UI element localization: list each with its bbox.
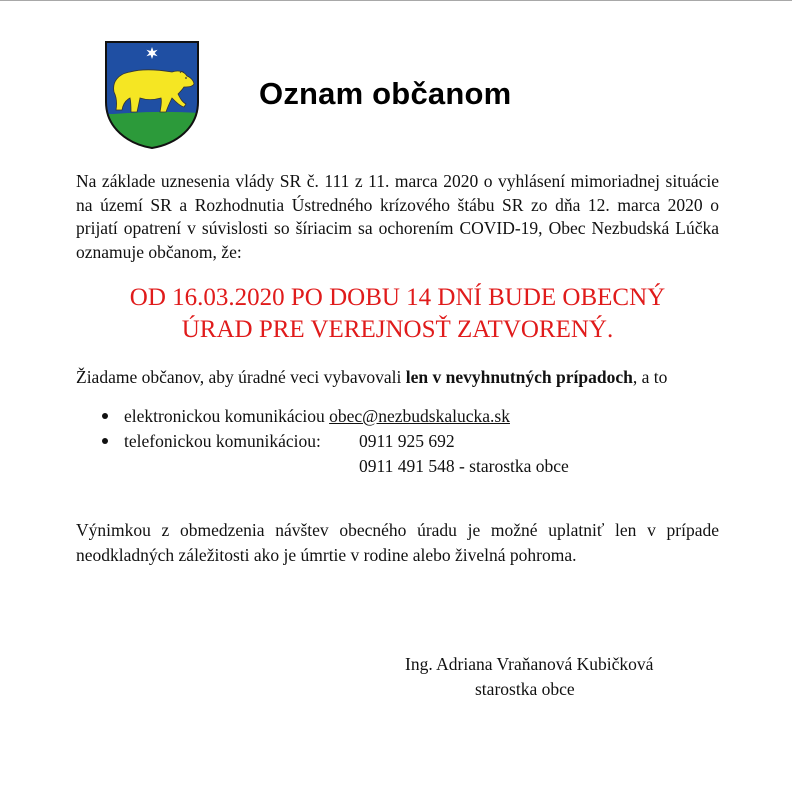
closure-announcement <box>76 282 719 346</box>
request-suffix: , a to <box>632 367 668 387</box>
request-prefix: Žiadame občanov, aby úradné veci vybavovali <box>76 367 406 387</box>
closure-line-1: OD 16.03.2020 PO DOBU 14 DNÍ BUDE OBECNÝ <box>129 284 666 311</box>
signatory-role: starostka obce <box>475 679 575 699</box>
phone-number-mayor: 0911 491 548 - starostka obce <box>359 456 569 476</box>
signature-block <box>405 652 653 702</box>
signatory-name: Ing. Adriana Vraňanová Kubičková <box>405 654 654 674</box>
contact-label: elektronickou komunikáciou <box>124 406 330 426</box>
contact-item-phone <box>76 429 736 454</box>
request-emphasis: len v nevyhnutných prípadoch <box>405 367 633 387</box>
request-paragraph <box>76 366 736 389</box>
contact-item-phone-mayor <box>76 454 736 479</box>
municipal-crest-icon <box>104 40 200 150</box>
contact-label: telefonickou komunikáciou: <box>124 431 321 451</box>
contact-item-email <box>76 404 736 429</box>
bullet-icon <box>102 438 108 444</box>
page-title: Oznam občanom <box>259 76 512 111</box>
bullet-icon <box>102 413 108 419</box>
closure-line-2: ÚRAD PRE VEREJNOSŤ ZATVORENÝ. <box>181 316 614 343</box>
top-border <box>0 0 792 1</box>
exception-paragraph: Výnimkou z obmedzenia návštev obecného úradu je možné uplatniť len v prípade neodkladných záležitosti ako je úmrtie v rodine alebo živelná pohroma. <box>76 520 719 565</box>
contact-list <box>76 404 736 479</box>
email-link[interactable]: obec@nezbudskalucka.sk <box>329 406 510 426</box>
intro-paragraph: Na základe uznesenia vlády SR č. 111 z 11. marca 2020 o vyhlásení mimoriadnej situácie na území SR a Rozhodnutia Ústredného krízového štábu SR zo dňa 12. marca 2020 o prijatí opatrení v súvislosti so šíriacim sa ochorením COVID-19, Obec Nezbudská Lúčka oznamuje občanom, že: <box>76 171 719 262</box>
phone-number-office: 0911 925 692 <box>359 431 455 451</box>
